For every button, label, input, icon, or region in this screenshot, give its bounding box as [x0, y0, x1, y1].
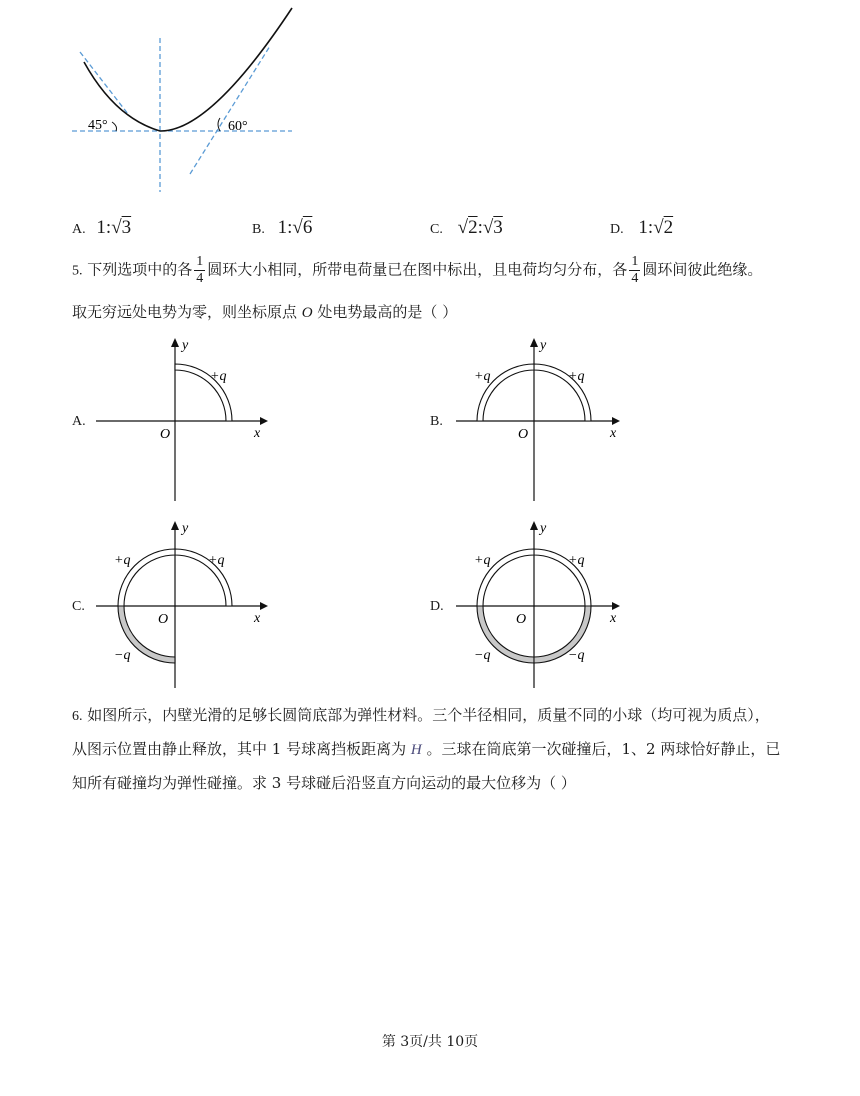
q5-option-b-diagram[interactable]	[450, 335, 640, 505]
ratio-left: 2	[468, 217, 478, 238]
origin-label: O	[516, 612, 527, 627]
radicand: 2	[663, 217, 674, 238]
origin-symbol: O	[301, 305, 313, 321]
axis-label-y: y	[182, 338, 189, 353]
ratio-sep: :	[477, 217, 483, 238]
sqrt-symbol: √	[482, 217, 494, 238]
charge-label: +q	[568, 369, 585, 384]
q6-line3	[72, 776, 576, 791]
question-number: 6.	[72, 709, 83, 724]
radicand: 6	[302, 217, 313, 238]
page-footer: 第 3页/共 10页	[381, 1034, 479, 1050]
ratio-left: 1	[96, 217, 106, 238]
fraction-quarter: $\frac{1}{4}$	[196, 254, 204, 286]
q5-line2-b: 处电势最高的是（ ）	[317, 303, 458, 321]
origin-label: O	[158, 612, 169, 627]
q5-stem-line1	[72, 255, 762, 286]
q5-option-d-letter[interactable]: D.	[430, 599, 444, 614]
charge-label: +q	[114, 553, 131, 568]
sqrt-symbol: √	[292, 217, 303, 238]
sqrt-symbol: √	[653, 217, 664, 238]
sqrt-symbol: √	[457, 217, 469, 238]
charge-label: +q	[474, 553, 491, 568]
charge-label: +q	[210, 369, 227, 384]
fraction-quarter: $\frac{1}{4}$	[631, 254, 639, 286]
parabola-curve	[84, 8, 292, 131]
q5-option-d-diagram[interactable]	[450, 518, 640, 693]
q6-line1-text: 如图所示，内壁光滑的足够长圆筒底部为弹性材料。三个半径相同，质量不同的小球（均可视为质点），	[87, 706, 770, 724]
charge-label: −q	[474, 648, 491, 663]
x-axis-arrow	[260, 602, 268, 610]
option-letter: C.	[430, 222, 443, 237]
axis-label-x: x	[254, 611, 261, 626]
axis-label-y: y	[540, 338, 547, 353]
charge-label: +q	[474, 369, 491, 384]
q4-option-c[interactable]	[430, 218, 503, 237]
x-axis-arrow	[612, 417, 620, 425]
q6-line2-a: 从图示位置由静止释放，其中 1 号球离挡板距离为	[72, 740, 407, 758]
ratio-left: 1	[638, 217, 648, 238]
q5-text-b: 圆环大小相同，所带电荷量已在图中标出，且电荷均匀分布，各	[207, 260, 628, 279]
q6-line3-text: 知所有碰撞均为弹性碰撞。求 3 号球碰后沿竖直方向运动的最大位移为（ ）	[72, 774, 576, 792]
sqrt-symbol: √	[111, 217, 122, 238]
angle-label-right: 60°	[228, 119, 248, 134]
charge-label: +q	[568, 553, 585, 568]
q4-option-a[interactable]	[72, 218, 131, 237]
q5-option-c-letter[interactable]: C.	[72, 599, 85, 614]
q5-option-b-letter[interactable]: B.	[430, 414, 443, 429]
angle-arc-left	[112, 122, 117, 131]
charge-label: −q	[114, 648, 131, 663]
radicand: 3	[493, 217, 503, 238]
ratio-sep: :	[647, 217, 654, 238]
axis-label-x: x	[610, 611, 617, 626]
option-letter: D.	[610, 222, 624, 237]
q5-option-a-diagram[interactable]	[90, 335, 280, 505]
y-axis-arrow	[530, 521, 538, 530]
q6-line2-b: 。三球在筒底第一次碰撞后，1、2 两球恰好静止，已	[426, 740, 781, 758]
parabola-figure	[60, 0, 310, 200]
y-axis-arrow	[171, 338, 179, 347]
q5-option-c-diagram[interactable]	[90, 518, 280, 693]
axis-label-x: x	[610, 426, 617, 441]
q5-text-c: 圆环间彼此绝缘。	[642, 260, 763, 279]
q6-line2	[72, 742, 780, 758]
q5-text-a: 下列选项中的各	[87, 260, 193, 279]
charge-label: −q	[568, 648, 585, 663]
axis-label-y: y	[540, 521, 547, 536]
y-axis-arrow	[171, 521, 179, 530]
y-axis-arrow	[530, 338, 538, 347]
variable-h: H	[410, 742, 422, 758]
option-letter: A.	[72, 222, 86, 237]
radicand: 3	[121, 217, 132, 238]
q5-option-a-letter[interactable]: A.	[72, 414, 86, 429]
axis-label-y: y	[182, 521, 189, 536]
right-tangent-dashed	[190, 46, 270, 174]
ratio-sep: :	[105, 217, 112, 238]
option-letter: B.	[252, 222, 265, 237]
q4-option-b[interactable]	[252, 218, 312, 237]
x-axis-arrow	[612, 602, 620, 610]
q5-line2-a: 取无穷远处电势为零，则坐标原点	[72, 303, 298, 321]
ratio-sep: :	[287, 217, 293, 238]
q5-stem-line2	[72, 305, 457, 321]
ratio-left: 1	[277, 217, 288, 238]
angle-label-left: 45°	[88, 118, 108, 133]
left-tangent-dashed	[80, 52, 128, 114]
q4-option-d[interactable]	[610, 218, 673, 237]
angle-arc-right	[218, 118, 220, 131]
origin-label: O	[518, 427, 529, 442]
question-number: 5.	[72, 263, 83, 279]
q6-line1	[72, 708, 770, 724]
x-axis-arrow	[260, 417, 268, 425]
charge-label: +q	[208, 553, 225, 568]
axis-label-x: x	[254, 426, 261, 441]
origin-label: O	[160, 427, 171, 442]
